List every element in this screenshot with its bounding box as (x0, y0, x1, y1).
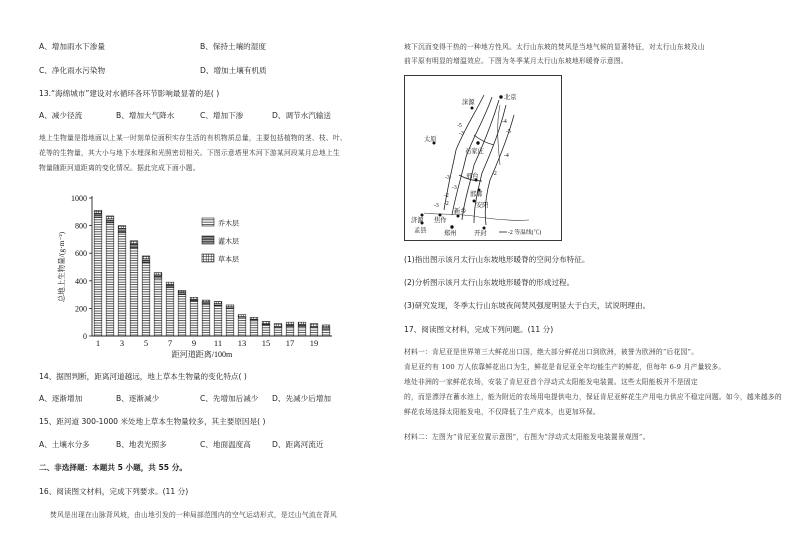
xinxiang-label: 新乡 (454, 208, 467, 215)
isotherm-value: -2 (444, 201, 449, 207)
bar-segment (94, 217, 102, 336)
isotherm-legend-label: -2 等温线(℃) (508, 230, 542, 236)
bar-segment (166, 288, 174, 336)
x-tick-label: 9 (191, 338, 197, 348)
bar-segment (178, 295, 186, 336)
q17-stem: 17、阅读图文材料，完成下列问题。(11 分) (404, 325, 554, 334)
shijiazhuang-label: 石家庄 (465, 148, 484, 155)
isotherm-value: -5 (457, 123, 462, 129)
q16-passage-right-line-2: 前平原有明显的增温效应。下图为冬季某月太行山东坡地形暖脊示意图。 (404, 57, 628, 65)
q12-option-d[interactable]: D、增加土壤有机质 (200, 66, 267, 75)
q14-stem: 14、据图判断，距离河道越远，地上草本生物量的变化特点( ) (39, 372, 247, 381)
bar-segment (310, 324, 318, 327)
q14-option-a[interactable]: A、逐渐增加 (39, 394, 83, 403)
laiyuan-label: 涞源 (462, 99, 475, 106)
y-tick-label: 600 (75, 249, 87, 259)
x-tick-label: 17 (285, 338, 295, 348)
q16-passage-left: 焚风是出现在山脉背风坡，由山地引发的一种局部范围内的空气运动形式，是过山气流在背风 (50, 511, 337, 519)
bar-segment (202, 302, 210, 304)
q15-stem: 15、距河道 300-1000 米处地上草本生物量较多，其主要原因是( ) (39, 417, 266, 426)
isotherm-value: -2 (492, 171, 497, 177)
y-tick-label: 0 (83, 332, 87, 341)
taihang-warm-ridge-map (404, 75, 562, 241)
isotherm-value: -3 (452, 185, 457, 191)
bar-segment (94, 213, 102, 217)
q14-option-c[interactable]: C、先增加后减少 (200, 394, 259, 403)
biomass-passage-line-2: 花等的生物量，其大小与地下水埋深和光照密切相关。下图示意塔里木河下游某河段某月总地上生 (39, 149, 340, 157)
x-tick-label: 7 (167, 338, 173, 348)
isotherm-value: -3 (459, 131, 464, 137)
x-tick-label: 5 (143, 338, 149, 348)
q14-option-d[interactable]: D、先减少后增加 (272, 394, 332, 403)
bar-segment (214, 306, 222, 336)
bar-segment (226, 308, 234, 336)
bar-segment (250, 321, 258, 336)
bar-segment (166, 285, 174, 288)
y-tick-label: 400 (75, 276, 87, 286)
legend-label: 乔木层 (218, 219, 239, 228)
bar-segment (274, 328, 282, 336)
bar-segment (142, 263, 150, 336)
bar-segment (94, 210, 102, 213)
q17-material-1-line-4: 的，而是漂浮在蓄水池上，能为附近的农场用电提供电力，保证肯尼亚鲜花生产用电力供应不稳定问题。如今，越来越多的 (404, 393, 782, 401)
q16-sub-question-3: (3)研究发现，冬季太行山东坡夜间焚风强度明显大于白天，试说明理由。 (404, 301, 651, 310)
q17-material-2: 材料二：左图为“肯尼亚位置示意图”，右图为“浮动式太阳能发电装置景观图”。 (404, 433, 650, 441)
q12-option-b[interactable]: B、保持土壤的湿度 (200, 42, 266, 51)
x-tick-label: 3 (119, 338, 125, 348)
bar-segment (214, 302, 222, 304)
jiaozuo-label: 焦作 (434, 217, 447, 224)
bar-segment (202, 304, 210, 336)
q12-option-c[interactable]: C、净化雨水污染物 (39, 66, 106, 75)
laiyuan-city-dot (471, 107, 474, 110)
legend-label: 灌木层 (218, 237, 239, 246)
y-tick-label: 200 (75, 304, 87, 314)
legend-label: 草本层 (218, 255, 239, 264)
q17-material-1-line-1: 材料一：肯尼亚是世界第三大鲜花出口国，绝大部分鲜花出口到欧洲，被誉为欧洲的“后花园”。 (404, 348, 699, 356)
anyang-label: 安阳 (476, 202, 489, 209)
q15-option-a[interactable]: A、土壤水分多 (39, 440, 90, 449)
bar-segment (286, 322, 294, 325)
bar-segment (202, 300, 210, 302)
q17-material-1-line-2: 肯尼亚约有 100 万人依靠鲜花出口为生，鲜花是肯尼亚全年均能生产的鲜花，但每年 6-9 月产量较多。 (404, 363, 726, 371)
bar-segment (274, 324, 282, 327)
y-tick-label: 1000 (71, 194, 87, 203)
kaifeng-label: 开封 (474, 230, 487, 237)
y-axis-label: 总地上生物量/(g·m⁻²) (57, 231, 66, 303)
q15-option-b[interactable]: B、地表光照多 (116, 440, 167, 449)
jiyuan-label: 济源 (411, 217, 424, 224)
q12-option-a[interactable]: A、增加雨水下渗量 (39, 42, 105, 51)
q15-option-c[interactable]: C、地面温度高 (200, 440, 251, 449)
bar-segment (106, 216, 114, 219)
bar-segment (118, 226, 126, 229)
q15-option-d[interactable]: D、距离河流近 (272, 440, 324, 449)
biomass-chart (50, 188, 350, 363)
bar-segment (106, 223, 114, 336)
isotherm-value: -2 (444, 193, 449, 199)
zhengzhou-label: 郑州 (444, 230, 457, 237)
bar-segment (106, 219, 114, 223)
mengxian-label: 孟县 (414, 227, 427, 234)
q13-option-a[interactable]: A、减少径流 (39, 111, 83, 120)
xingtai-label: 邢台 (466, 173, 479, 180)
q17-material-1-line-3: 地处非洲的一家鲜花农场，安装了肯尼亚首个浮动式太阳能发电装置。这些太阳能板并不是固定 (404, 378, 698, 386)
bar-segment (142, 256, 150, 259)
bar-segment (142, 259, 150, 263)
bar-segment (166, 282, 174, 285)
bar-segment (310, 328, 318, 336)
isotherm-value: -3 (445, 175, 450, 181)
q16-sub-question-2: (2)分析图示该月太行山东坡地形暖脊的形成过程。 (404, 278, 575, 287)
bar-segment (262, 325, 270, 336)
q17-material-1-line-5: 鲜花农场选择太阳能发电，不仅降低了生产成本，也更加环保。 (404, 408, 600, 416)
bar-segment (190, 299, 198, 301)
bar-segment (178, 290, 186, 292)
handan-label: 邯郸 (470, 191, 483, 198)
bar-segment (190, 302, 198, 337)
x-tick-label: 15 (261, 338, 271, 348)
bar-segment (154, 275, 162, 278)
bar-segment (154, 273, 162, 276)
taiyuan-label: 太原 (424, 136, 437, 143)
bar-segment (322, 325, 330, 328)
bar-segment (238, 315, 246, 317)
x-axis-label: 距河道距离/100m (171, 350, 233, 359)
section-2-heading: 二、非选择题：本题共 5 小题，共 55 分。 (39, 463, 187, 472)
bar-segment (130, 241, 138, 244)
x-tick-label: 19 (309, 338, 319, 348)
q16-sub-question-1: (1)指出图示该月太行山东坡地形暖脊的空间分布特征。 (404, 255, 590, 264)
bar-segment (286, 326, 294, 336)
beijing-label: 北京 (504, 94, 517, 101)
legend-swatch (202, 236, 214, 244)
bar-segment (250, 317, 258, 319)
y-tick-label: 800 (75, 221, 87, 231)
q13-option-c[interactable]: C、增加下渗 (200, 111, 244, 120)
biomass-passage-line-1: 地上生物量是指地面以上某一时刻单位面积实存生活的有机物质总量，主要包括植物的茎、枝、叶、 (39, 134, 347, 142)
beijing-city-dot (499, 95, 502, 98)
bar-segment (238, 318, 246, 336)
biomass-passage-line-3: 物量随距河道距离的变化情况。据此完成下面小题。 (39, 164, 200, 172)
q13-option-d[interactable]: D、调节水汽输送 (272, 111, 332, 120)
bar-segment (322, 329, 330, 336)
map-frame (405, 76, 562, 241)
isotherm-value: -4 (502, 119, 507, 125)
q16-passage-right-line-1: 坡下沉而变得干热的一种地方性风。太行山东坡的焚风是当地气候的显著特征，对太行山东坡及山 (404, 43, 705, 51)
isotherm-value: -5 (506, 129, 511, 135)
bar-segment (214, 304, 222, 306)
bar-segment (262, 322, 270, 324)
bar-segment (226, 305, 234, 307)
bar-segment (130, 248, 138, 336)
q16-stem: 16、阅读图文材料，完成下列要求。(11 分) (39, 487, 189, 496)
shijiazhuang-city-dot (476, 141, 479, 144)
bar-segment (118, 228, 126, 232)
q13-stem: 13.“海绵城市”建设对水循环各环节影响最显著的是( ) (39, 89, 220, 98)
q13-option-b[interactable]: B、增加大气降水 (116, 111, 175, 120)
bar-segment (298, 322, 306, 325)
bar-segment (178, 293, 186, 295)
isotherm-value: -4 (504, 153, 509, 159)
zhengzhou-city-dot (450, 225, 453, 228)
legend-swatch (202, 218, 214, 226)
x-tick-label: 11 (213, 338, 223, 348)
x-tick-label: 13 (237, 338, 247, 348)
bar-segment (190, 297, 198, 299)
bar-segment (154, 278, 162, 336)
legend-swatch (202, 254, 214, 262)
isotherm-value: -3 (434, 203, 439, 209)
bar-segment (130, 244, 138, 248)
x-tick-label: 1 (95, 338, 101, 348)
q14-option-b[interactable]: B、逐渐减少 (116, 394, 160, 403)
bar-segment (118, 233, 126, 337)
bar-segment (298, 326, 306, 336)
